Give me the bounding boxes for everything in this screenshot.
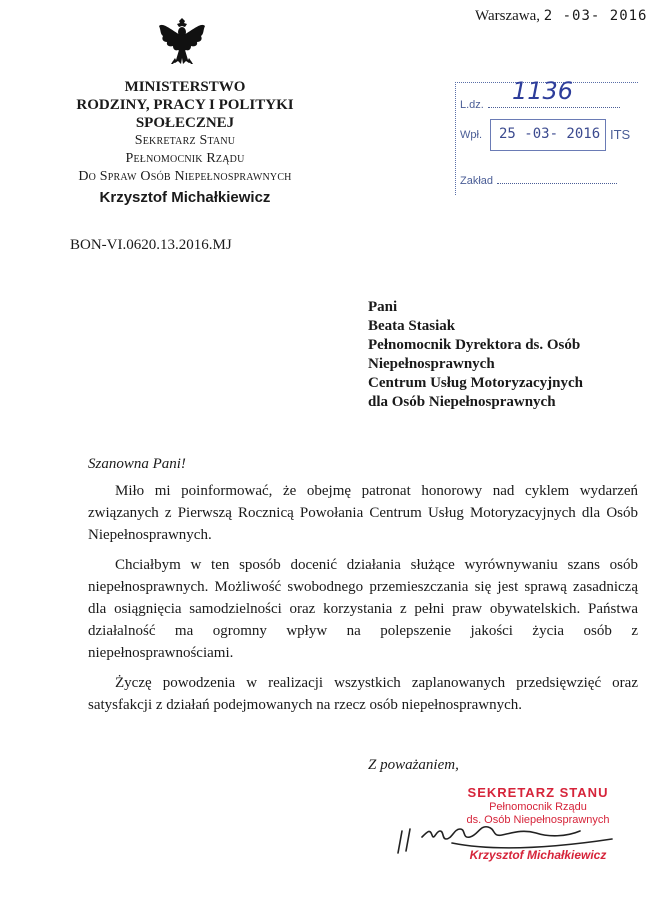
date-stamp: 2 -03- 2016 <box>543 8 648 24</box>
paragraph-2: Chciałbym w ten sposób docenić działania służące wyrównywaniu szans osób niepełnosprawnych. Możliwość swobodnego przemieszczania się jest sprawą zasadniczą dla osiągnięcia samodzielności oraz korzystania z pełni praw obywatelskich. Państwa działalność ma ogromny wpływ na polepszenie jakości życia osób z niepełnosprawnościami. <box>88 557 638 661</box>
stamp-name: Krzysztof Michałkiewicz <box>469 848 607 862</box>
sender-title: Sekretarz Stanu <box>134 133 236 148</box>
reference-number: BON-VI.0620.13.2016.MJ <box>70 237 232 253</box>
addressee-title: Pełnomocnik Dyrektora ds. Osób <box>368 337 581 353</box>
received-date-box <box>490 119 606 151</box>
sender-name: Krzysztof Michałkiewicz <box>99 189 271 206</box>
letter-salutation: Szanowna Pani! <box>88 456 186 472</box>
addressee-title-cont: Niepełnosprawnych <box>368 356 495 372</box>
ldz-label: L.dz. <box>460 99 484 111</box>
polish-eagle-emblem-icon <box>157 12 207 68</box>
paragraph-1: Miło mi poinformować, że obejmę patronat honorowy nad cyklem wydarzeń związanych z Pierwszą Rocznicą Powołania Centrum Usług Motoryzacyjnych dla Osób Niepełnosprawnych. <box>88 483 638 543</box>
addressee-block <box>368 298 583 412</box>
zaklad-row <box>460 175 617 187</box>
its-label: ITS <box>610 127 631 142</box>
place-and-date <box>475 8 647 25</box>
addressee-organization: Centrum Usług Motoryzacyjnych <box>368 375 583 391</box>
wpl-label: Wpł. <box>460 129 482 141</box>
addressee-organization-cont: dla Osób Niepełnosprawnych <box>368 394 556 410</box>
sender-letterhead <box>40 78 330 207</box>
stamp-role-scope: ds. Osób Niepełnosprawnych <box>466 814 610 826</box>
sender-role: Pełnomocnik Rządu <box>125 151 245 166</box>
ministry-line-2: RODZINY, PRACY I POLITYKI <box>76 97 294 113</box>
zaklad-label: Zakład <box>460 175 494 187</box>
paragraph-3: Życzę powodzenia w realizacji wszystkich zaplanowanych przedsięwzięć oraz satysfakcji z działań podejmowanych na rzecz osób niepełnosprawnych. <box>88 675 638 713</box>
ldz-number: 1136 <box>512 77 574 105</box>
ministry-line-3: SPOŁECZNEJ <box>135 115 235 131</box>
sender-role-scope: Do Spraw Osób Niepełnosprawnych <box>78 169 292 184</box>
stamp-role: Pełnomocnik Rządu <box>489 801 587 813</box>
official-signature-stamp <box>438 785 638 862</box>
ministry-line-1: MINISTERSTWO <box>124 79 246 95</box>
addressee-salutation: Pani <box>368 299 398 315</box>
addressee-name: Beata Stasiak <box>368 318 456 334</box>
registration-stamp <box>455 77 638 195</box>
letter-body <box>88 480 638 724</box>
letter-closing: Z poważaniem, <box>368 757 459 773</box>
city: Warszawa, <box>475 8 541 24</box>
received-date: 25 -03- 2016 <box>499 126 601 142</box>
stamp-title: SEKRETARZ STANU <box>467 785 609 800</box>
